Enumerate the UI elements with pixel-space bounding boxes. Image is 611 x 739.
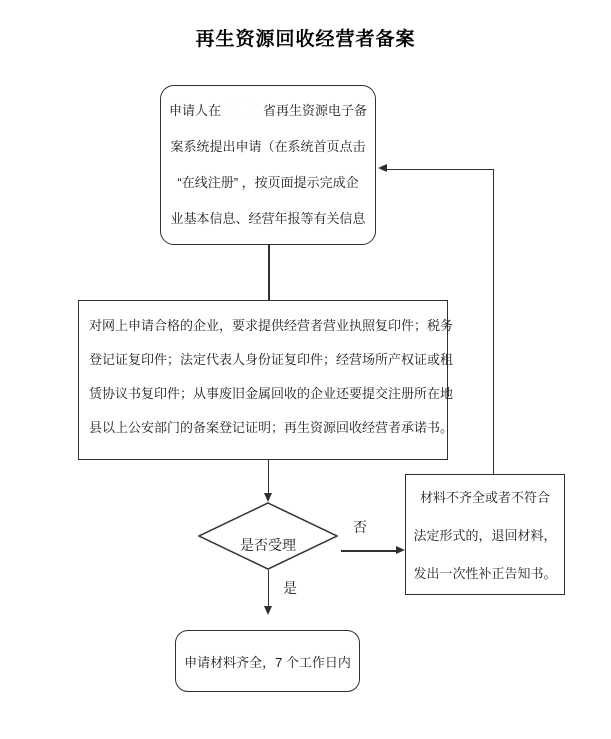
edge-reject-start-vertical <box>493 169 495 474</box>
decision-node <box>198 502 338 570</box>
review-node-line: 县以上公安部门的备案登记证明；再生资源回收经营者承诺书。 <box>89 420 454 435</box>
edge-reject-start-horizontal <box>386 169 493 171</box>
accept-node-label: 申请材料齐全，7 个工作日内 <box>184 654 351 670</box>
accept-node <box>175 630 360 692</box>
decision-node-label: 是否受理 <box>240 537 296 553</box>
start-node-line3: “在线注册” ，按页面提示完成企 <box>177 175 359 190</box>
reject-node <box>405 474 565 595</box>
arrow-down-icon <box>264 493 272 502</box>
start-line1-prefix: 申请人在 <box>168 103 221 118</box>
redaction-smudge <box>222 102 262 118</box>
edge-decision-accept <box>268 570 270 607</box>
edge-decision-reject <box>341 550 397 552</box>
edge-label-yes: 是 <box>283 580 297 596</box>
reject-node-line: 发出一次性补正告知书。 <box>413 566 557 581</box>
arrow-left-icon <box>378 164 387 172</box>
start-line1-suffix: 省再生资源电子备 <box>263 103 368 118</box>
page-title: 再生资源回收经营者备案 <box>195 29 416 50</box>
edge-label-no: 否 <box>353 519 367 535</box>
review-node-line: 赁协议书复印件；从事废旧金属回收的企业还要提交注册所在地 <box>89 386 454 401</box>
review-node <box>78 300 454 460</box>
arrow-right-icon <box>396 546 405 554</box>
start-node-line2: 案系统提出申请（在系统首页点击 <box>170 139 366 154</box>
review-node-line: 登记证复印件；法定代表人身份证复印件；经营场所产权证或租 <box>89 352 454 367</box>
start-node-line4: 业基本信息、经营年报等有关信息 <box>170 211 366 226</box>
edge-review-decision <box>268 460 270 494</box>
start-node <box>160 85 376 245</box>
review-node-line: 对网上申请合格的企业，要求提供经营者营业执照复印件；税务 <box>89 318 454 333</box>
reject-node-line: 法定形式的，退回材料， <box>413 528 557 543</box>
reject-node-line: 材料不齐全或者不符合 <box>419 490 550 505</box>
arrow-down-icon <box>264 606 272 615</box>
start-node-line1 <box>161 93 375 129</box>
edge-start-review <box>268 245 270 300</box>
